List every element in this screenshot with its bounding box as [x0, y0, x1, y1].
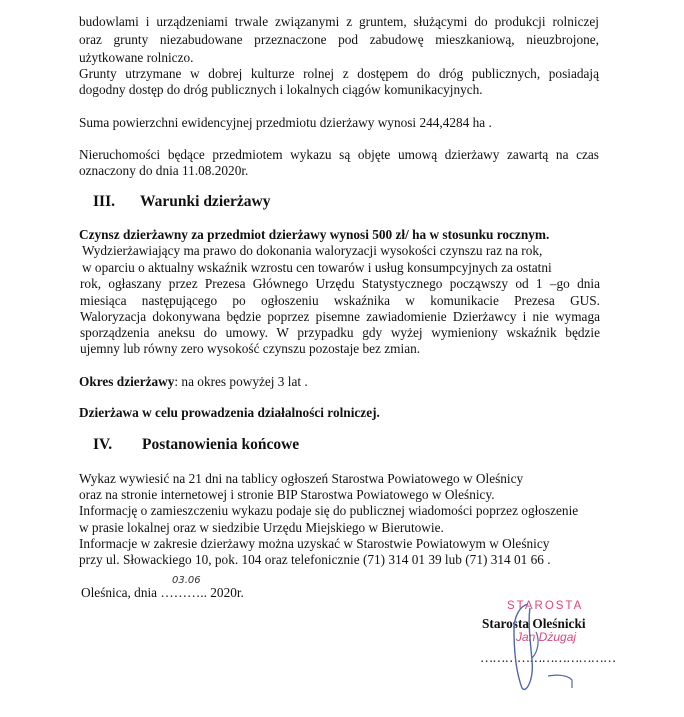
body-line: miesiąca następującego po ogłoszeniu wskaźnika w komunikacie Prezesa GUS. — [80, 293, 600, 308]
purpose-line: Dzierżawa w celu prowadzenia działalności rolniczej. — [79, 405, 380, 420]
stamp-title: STAROSTA — [507, 600, 584, 612]
body-line: oznaczony do dnia 11.08.2020r. — [79, 163, 249, 178]
signatory-name: Jan Dżugaj — [516, 630, 577, 644]
place-date-prefix: Oleśnica, dnia — [81, 585, 158, 600]
term-value: : na okres powyżej 3 lat . — [174, 374, 308, 389]
body-line: oraz na stronie internetowej i stronie BIP Starostwa Powiatowego w Oleśnicy. — [79, 487, 495, 502]
body-line: budowlami i urządzeniami trwale związanymi z gruntem, służącymi do produkcji rolniczej — [79, 14, 599, 29]
term-label: Okres dzierżawy — [79, 374, 175, 389]
signatory-title: Starosta Oleśnicki — [482, 616, 586, 631]
section-number: IV. — [93, 436, 113, 453]
area-sum-line: Suma powierzchni ewidencyjnej przedmiotu dzierżawy wynosi 244,4284 ha . — [79, 115, 492, 130]
section-number: III. — [93, 193, 115, 210]
signature-dotted-line: …………………………… — [480, 650, 616, 665]
body-line: ujemny lub równy zero wysokość czynszu pozostaje bez zmian. — [80, 341, 421, 356]
place-date — [81, 585, 601, 601]
body-line: Informację o zamieszczeniu wykazu podaje się do publicznej wiadomości poprzez ogłoszenie — [79, 503, 579, 518]
rent-statement: Czynsz dzierżawny za przedmiot dzierżawy wynosi 500 zł/ ha w stosunku rocznym. — [79, 227, 550, 242]
body-line: Wydzierżawiający ma prawo do dokonania waloryzacji wysokości czynszu raz na rok, — [82, 243, 543, 258]
section-title: Postanowienia końcowe — [142, 436, 300, 453]
body-line: użytkowane rolniczo. — [79, 50, 194, 65]
body-line: sporządzenia aneksu do umowy. W przypadku gdy wyżej wymieniony wskaźnik będzie — [80, 325, 600, 340]
body-line: Waloryzacja dokonywana będzie poprzez pisemne zawiadomienie Dzierżawcy i nie wymaga — [80, 309, 600, 324]
section-title: Warunki dzierżawy — [140, 193, 271, 210]
body-line: Wykaz wywiesić na 21 dni na tablicy ogłoszeń Starostwa Powiatowego w Oleśnicy — [79, 471, 524, 486]
body-line: oraz grunty niezabudowane przeznaczone pod zabudowę mieszkaniową, nieuzbrojone, — [79, 32, 599, 47]
place-date-dots: ……….. — [160, 585, 207, 600]
body-line: Informacje w zakresie dzierżawy można uzyskać w Starostwie Powiatowym w Oleśnicy — [79, 536, 550, 551]
body-line: w oparciu o aktualny wskaźnik wzrostu cen towarów i usług konsumpcyjnych za ostatni — [82, 260, 552, 275]
body-line: przy ul. Słowackiego 10, pok. 104 oraz telefonicznie (71) 314 01 39 lub (71) 314 01 66 . — [79, 552, 551, 567]
body-line: dogodny dostęp do dróg publicznych i lokalnych ciągów komunikacyjnych. — [79, 82, 483, 97]
body-line: Grunty utrzymane w dobrej kulturze rolnej z dostępem do dróg publicznych, posiadają — [79, 66, 599, 81]
body-line: rok, ogłaszany przez Prezesa Głównego Urzędu Statystycznego począwszy od 1 –go dnia — [80, 276, 600, 291]
handwritten-date: 03.06 — [172, 575, 201, 586]
place-date-suffix: 2020r. — [210, 585, 244, 600]
body-line: Nieruchomości będące przedmiotem wykazu są objęte umową dzierżawy zawartą na czas — [79, 147, 599, 162]
term-line — [79, 374, 599, 390]
body-line: w prasie lokalnej oraz w siedzibie Urzędu Miejskiego w Bierutowie. — [79, 520, 444, 535]
